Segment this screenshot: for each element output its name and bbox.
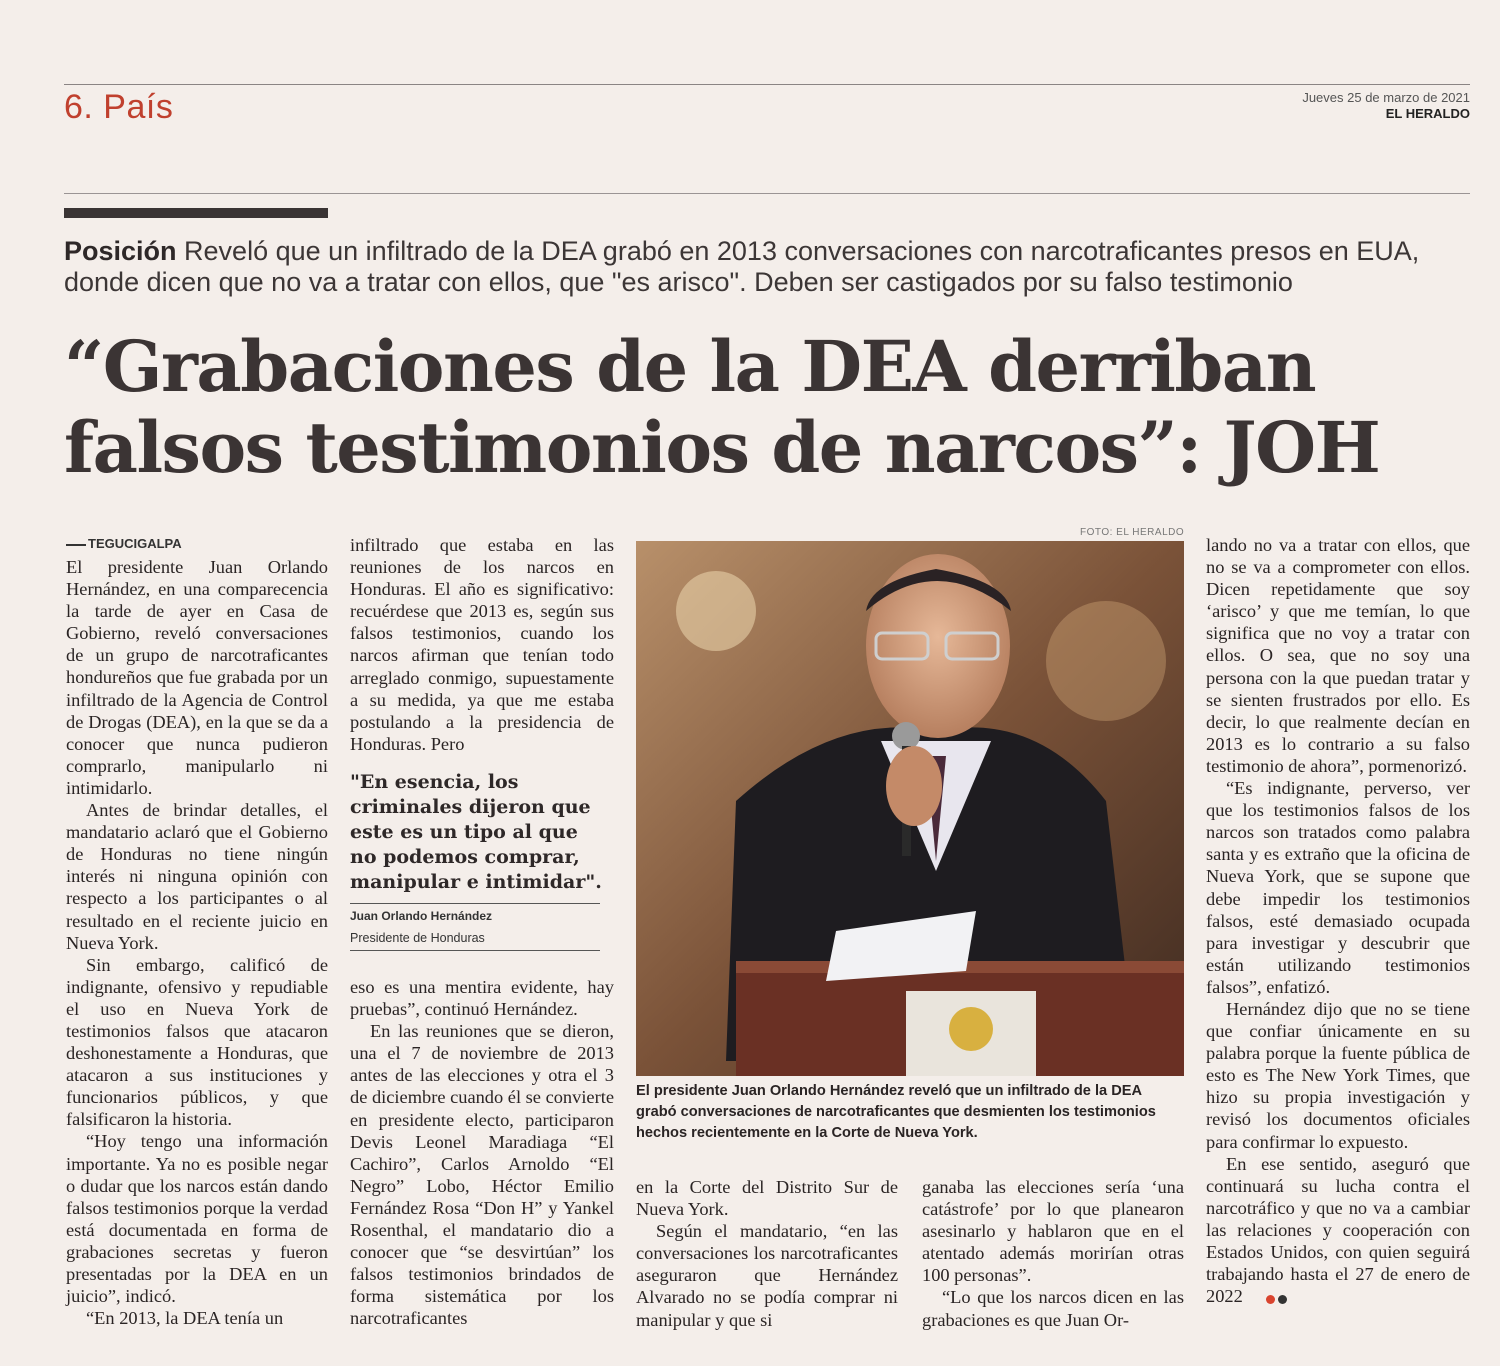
article-column-4 <box>922 1176 1184 1331</box>
article-column-2-top <box>350 534 614 755</box>
newspaper-name: EL HERALDO <box>1385 106 1470 121</box>
end-dot-icon <box>1278 1295 1287 1304</box>
paragraph: ganaba las elecciones sería ‘una catástrofe’ por lo que planearon asesinarlo y hablaron que en el atentado además morirían otras 100 personas”. <box>922 1177 1184 1286</box>
paragraph: “Hoy tengo una información importante. Ya no es posible negar o dudar que los narcos están dando falsos testimonios porque la verdad está documentada en forma de grabaciones secretas y fueron presentadas por la DEA en un juicio”, indicó. <box>66 1131 328 1307</box>
paragraph: “Lo que los narcos dicen en las grabaciones es que Juan Or- <box>922 1287 1184 1330</box>
article-column-5 <box>1206 534 1470 1309</box>
paragraph: Según el mandatario, “en las conversaciones los narcotraficantes aseguraron que Hernández Alvarado no se podía comprar ni manipular y que si <box>636 1221 898 1330</box>
pull-quote-role: Presidente de Honduras <box>350 931 485 945</box>
paragraph: infiltrado que estaba en las reuniones de los narcos en Honduras. El año es significativo: recuérdese que 2013 es, según sus falsos testimonios, cuando los narcos afirman que tenían todo arreglado conmigo, supuestamente a su medida, ya que me estaba postulando a la presidencia de Honduras. Pero <box>350 535 614 754</box>
dateline-dash <box>66 544 86 546</box>
paragraph: Sin embargo, calificó de indignante, ofensivo y repudiable el uso en Nueva York de testimonios falsos que atacaron deshonestamente a Honduras, que atacaron a sus instituciones y funcionarios públicos, y que falsificaron la historia. <box>66 954 328 1130</box>
paragraph: “En 2013, la DEA tenía un <box>86 1308 284 1329</box>
paragraph: El presidente Juan Orlando Hernández, en una comparecencia la tarde de ayer en Casa de Gobierno, reveló conversaciones de un grupo de narcotraficantes hondureños que fue grabada por un infiltrado de la Agencia de Control de Drogas (DEA), en la que se da a conocer que nunca pudieron comprarlo, manipularlo ni intimidarlo. <box>66 557 328 798</box>
paragraph: “Es indignante, perverso, ver que los testimonios falsos de los narcos son tratados como palabra santa y es extraño que la oficina de Nueva York, que se supone que debe impedir los testimonios falsos, esté demasiado ocupada para investigar y descubrir que están utilizando testimonios falsos”, enfatizó. <box>1206 778 1470 997</box>
photo-credit: FOTO: EL HERALDO <box>1080 527 1185 538</box>
pull-quote-rule-bottom <box>350 950 600 951</box>
end-dot-icon <box>1266 1295 1275 1304</box>
photo-illustration <box>636 541 1184 1076</box>
pull-quote: "En esencia, los criminales dijeron que este es un tipo al que no podemos comprar, manipular e intimidar". <box>350 771 602 893</box>
final-paragraph-text: En ese sentido, aseguró que continuará su lucha contra el narcotráfico y que no va a cambiar las relaciones y cooperación con Estados Unidos, con quien seguirá trabajando hasta el 27 de enero de 2022 <box>1206 1153 1470 1307</box>
news-photo <box>636 541 1184 1076</box>
article-column-2-bottom <box>350 976 614 1330</box>
paragraph: Hernández dijo que no se tiene que confiar únicamente en su palabra porque la fuente pública de esto es The New York Times, que hizo su propia investigación y revisó los documentos oficiales para confirmar lo expuesto. <box>1206 998 1470 1152</box>
top-rule <box>64 84 1470 85</box>
paragraph: lando no va a tratar con ellos, que no se va a comprometer con ellos. Dicen repetidamente que soy ‘arisco’ y que me temían, lo que significa que no voy a tratar con ellos. O sea, que no soy una persona con la que puedan tratar y se sienten frustrados por ello. Es decir, lo que realmente decían en 2013 es lo contrario a su falso testimonio de ahora”, pormenorizó. <box>1206 535 1470 776</box>
paragraph: Antes de brindar detalles, el mandatario aclaró que el Gobierno de Honduras no tiene ningún interés ni ninguna opinión con respecto a los participantes o al resultado en el reciente juicio en Nueva York. <box>66 800 328 953</box>
photo-caption: El presidente Juan Orlando Hernández reveló que un infiltrado de la DEA grabó conversaciones de narcotraficantes que desmienten los testimonios hechos recientemente en la Corte de Nueva York. <box>636 1083 1156 1141</box>
end-of-story-marker <box>1243 1287 1287 1309</box>
section-rule <box>64 193 1470 194</box>
pull-quote-rule <box>350 903 600 904</box>
paragraph: eso es una mentira evidente, hay pruebas”, continuó Hernández. <box>350 977 614 1020</box>
page-date-block <box>1302 90 1470 122</box>
paragraph: en la Corte del Distrito Sur de Nueva York. <box>636 1177 898 1220</box>
deck-bar <box>64 208 328 218</box>
article-column-1 <box>66 556 328 1329</box>
article-column-3 <box>636 1176 898 1331</box>
deck-text: Reveló que un infiltrado de la DEA grabó en 2013 conversaciones con narcotraficantes presos en EUA, donde dicen que no va a tratar con ellos, que "es arisco". Deben ser castigados por su falso testimonio <box>64 236 1420 297</box>
deck <box>64 236 1474 298</box>
dateline-text: TEGUCIGALPA <box>88 536 182 551</box>
issue-date: Jueves 25 de marzo de 2021 <box>1302 90 1470 105</box>
headline: “Grabaciones de la DEA derriban falsos testimonios de narcos”: JOH <box>64 325 1380 489</box>
paragraph: En las reuniones que se dieron, una el 7 de noviembre de 2013 antes de las elecciones y otra el 3 de diciembre cuando él se convierte en presidente electo, participaron Devis Leonel Maradiaga “El Cachiro”, Carlos Arnoldo “El Negro” Lobo, Héctor Emilio Fernández Rosa “Don H” y Yankel Rosenthal, el mandatario dio a conocer que “se desvirtúan” los falsos testimonios brindados de forma sistemática por los narcotraficantes <box>350 1021 614 1329</box>
dateline <box>66 536 182 551</box>
paragraph-final <box>1206 1153 1470 1309</box>
deck-kicker: Posición <box>64 236 177 266</box>
pull-quote-author: Juan Orlando Hernández <box>350 909 493 923</box>
section-label: 6. País <box>64 88 174 126</box>
